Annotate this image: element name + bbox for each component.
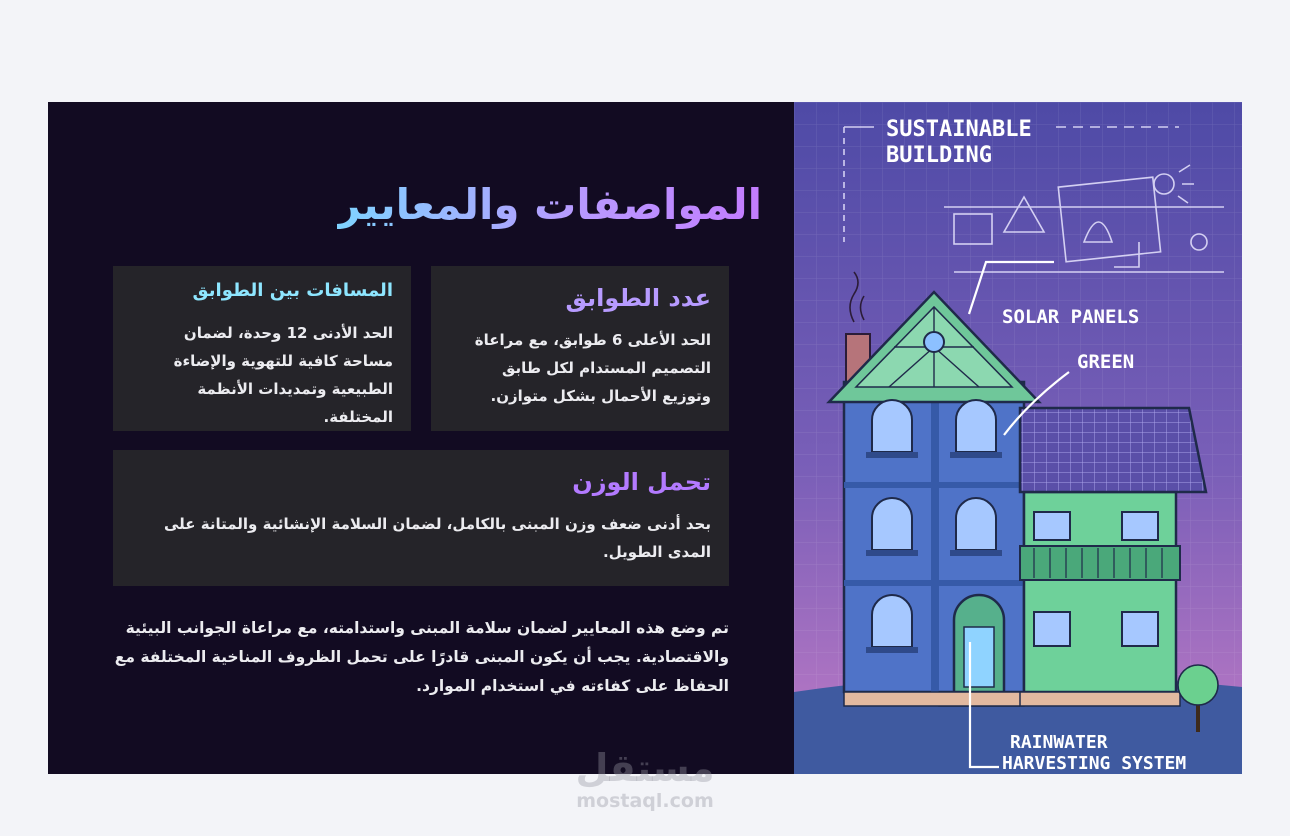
card-load [113,450,729,586]
label-solar-panels: SOLAR PANELS [1002,306,1140,328]
card-spacing-heading: المسافات بين الطوابق [192,280,393,301]
card-spacing-body: الحد الأدنى 12 وحدة، لضمان مساحة كافية للتهوية والإضاءة الطبيعية وتمديدات الأنظمة المختلفة. [173,324,393,426]
mostaql-watermark [560,746,730,812]
text-pane [48,102,794,774]
card-floors-heading: عدد الطوابق [565,284,711,312]
card-spacing [113,266,411,431]
slide [48,102,1242,774]
label-green: GREEN [1077,351,1135,373]
building-illustration [794,102,1242,774]
card-load-heading: تحمل الوزن [572,468,711,496]
card-floors-body: الحد الأعلى 6 طوابق، مع مراعاة التصميم المستدام لكل طابق وتوزيع الأحمال بشكل متوازن. [474,331,711,405]
tree [1178,665,1218,705]
label-sustainable: SUSTAINABLE [886,117,1032,142]
watermark-arabic: مستقل [575,746,715,790]
label-harvesting: HARVESTING SYSTEM [1002,753,1187,774]
card-load-body: بحد أدنى ضعف وزن المبنى بالكامل، لضمان السلامة الإنشائية والمتانة على المدى الطويل. [163,515,711,561]
slide-title: المواصفات والمعايير [336,180,762,229]
summary-paragraph: تم وضع هذه المعايير لضمان سلامة المبنى واستدامته، مع مراعاة الجوانب البيئية والاقتصادية. يجب أن يكون المبنى قادرًا على تحمل الظروف المناخية المختلفة مع الحفاظ على كفاءته في استخدام الموارد. [114,619,729,695]
watermark-latin: mostaql.com [576,790,714,812]
solar-roof [1020,408,1206,492]
card-floors [431,266,729,431]
label-building: BUILDING [886,143,992,168]
label-rainwater: RAINWATER [1010,732,1108,753]
